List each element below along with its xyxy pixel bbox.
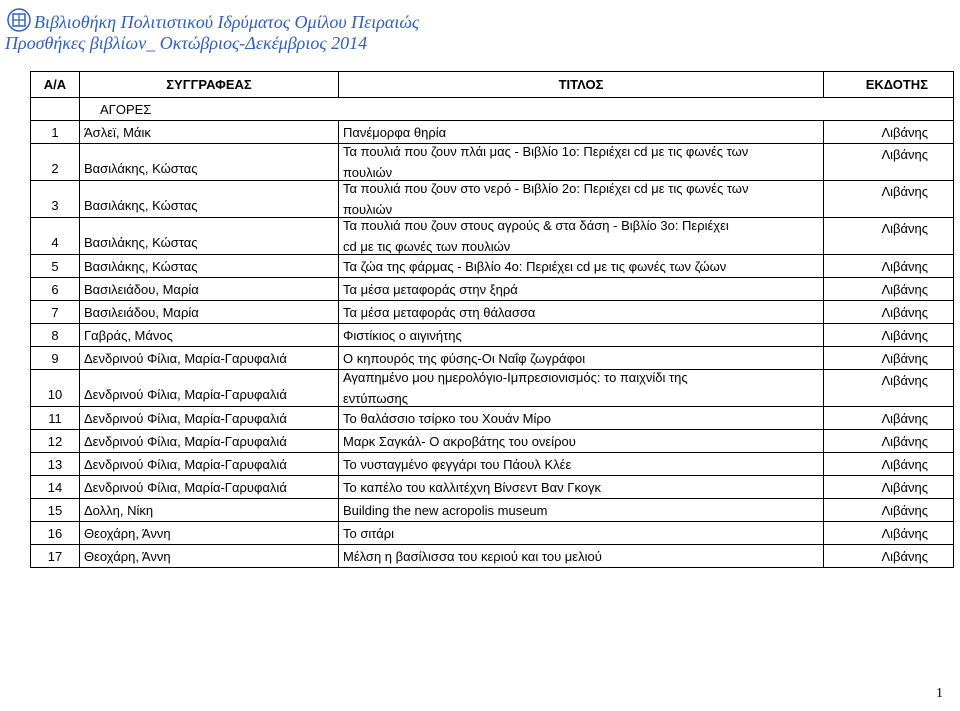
row-number: 3 bbox=[31, 181, 80, 218]
row-publisher: Λιβάνης bbox=[824, 522, 954, 545]
row-title bbox=[339, 430, 824, 453]
row-publisher: Λιβάνης bbox=[824, 407, 954, 430]
row-title-line1: Το σιτάρι bbox=[343, 525, 395, 541]
row-title-line1: Τα ζώα της φάρμας - Βιβλίο 4ο: Περιέχει cd με τις φωνές των ζώων bbox=[343, 258, 727, 274]
row-title-line2: πουλιών bbox=[343, 202, 393, 217]
header-author: ΣΥΓΓΡΑΦΕΑΣ bbox=[80, 72, 339, 98]
row-number: 5 bbox=[31, 255, 80, 278]
row-author: Δενδρινού Φίλια, Μαρία-Γαρυφαλιά bbox=[80, 430, 339, 453]
row-publisher: Λιβάνης bbox=[824, 218, 954, 255]
row-title bbox=[339, 407, 824, 430]
header-title: ΤΙΤΛΟΣ bbox=[339, 72, 824, 98]
row-title-line1: Το καπέλο του καλλιτέχνη Βίνσεντ Βαν Γκογκ bbox=[343, 479, 602, 495]
table-row bbox=[31, 453, 954, 476]
row-publisher: Λιβάνης bbox=[824, 499, 954, 522]
row-number: 2 bbox=[31, 144, 80, 181]
row-author: Δολλη, Νίκη bbox=[80, 499, 339, 522]
header-publisher: ΕΚΔΟΤΗΣ bbox=[824, 72, 954, 98]
books-table bbox=[30, 71, 954, 568]
row-number: 6 bbox=[31, 278, 80, 301]
row-title bbox=[339, 324, 824, 347]
table-row bbox=[31, 370, 954, 407]
row-number: 9 bbox=[31, 347, 80, 370]
row-title-line2: πουλιών bbox=[343, 165, 393, 180]
library-title: Βιβλιοθήκη Πολιτιστικού Ιδρύματος Ομίλου Πειραιώς bbox=[34, 12, 420, 32]
row-author: Θεοχάρη, Άννη bbox=[80, 522, 339, 545]
row-title-line1: Ο κηπουρός της φύσης-Οι Ναΐφ ζωγράφοι bbox=[343, 350, 586, 366]
row-title bbox=[339, 545, 824, 568]
row-publisher: Λιβάνης bbox=[824, 545, 954, 568]
row-title-line2: εντύπωσης bbox=[343, 391, 408, 406]
row-number: 15 bbox=[31, 499, 80, 522]
row-author: Γαβράς, Μάνος bbox=[80, 324, 339, 347]
row-title-line1: Αγαπημένο μου ημερολόγιο-Ιμπρεσιονισμός: το παιχνίδι της bbox=[343, 370, 688, 385]
row-author: Βασιλάκης, Κώστας bbox=[80, 144, 339, 181]
table-header-row bbox=[31, 72, 954, 98]
table-row bbox=[31, 476, 954, 499]
row-title bbox=[339, 522, 824, 545]
row-number: 13 bbox=[31, 453, 80, 476]
row-title-line1: Τα πουλιά που ζουν πλάι μας - Βιβλίο 1ο: Περιέχει cd με τις φωνές των bbox=[343, 144, 749, 159]
row-author: Δενδρινού Φίλια, Μαρία-Γαρυφαλιά bbox=[80, 407, 339, 430]
section-label: ΑΓΟΡΕΣ bbox=[80, 98, 954, 121]
row-publisher: Λιβάνης bbox=[824, 476, 954, 499]
row-number: 10 bbox=[31, 370, 80, 407]
row-title bbox=[339, 144, 824, 181]
row-title-line1: Το θαλάσσιο τσίρκο του Χουάν Μίρο bbox=[343, 410, 552, 426]
row-author: Δενδρινού Φίλια, Μαρία-Γαρυφαλιά bbox=[80, 453, 339, 476]
table-row bbox=[31, 545, 954, 568]
table-row bbox=[31, 499, 954, 522]
row-title bbox=[339, 121, 824, 144]
additions-subtitle: Προσθήκες βιβλίων_ Οκτώβριος-Δεκέμβριος 2014 bbox=[5, 33, 368, 53]
row-author: Δενδρινού Φίλια, Μαρία-Γαρυφαλιά bbox=[80, 476, 339, 499]
row-title-line1: Τα μέσα μεταφοράς στη θάλασσα bbox=[343, 304, 536, 320]
row-publisher: Λιβάνης bbox=[824, 144, 954, 181]
row-title bbox=[339, 181, 824, 218]
row-title-line2: cd με τις φωνές των πουλιών bbox=[343, 239, 511, 254]
table-row bbox=[31, 430, 954, 453]
table-row bbox=[31, 255, 954, 278]
row-title bbox=[339, 476, 824, 499]
row-title-line1: Πανέμορφα θηρία bbox=[343, 124, 447, 140]
table-row bbox=[31, 218, 954, 255]
table-row bbox=[31, 324, 954, 347]
row-publisher: Λιβάνης bbox=[824, 370, 954, 407]
row-author: Δενδρινού Φίλια, Μαρία-Γαρυφαλιά bbox=[80, 370, 339, 407]
row-publisher: Λιβάνης bbox=[824, 347, 954, 370]
row-title bbox=[339, 453, 824, 476]
row-publisher: Λιβάνης bbox=[824, 301, 954, 324]
row-title-line1: Τα πουλιά που ζουν στους αγρούς & στα δάση - Βιβλίο 3ο: Περιέχει bbox=[343, 218, 729, 233]
row-title-line1: Τα μέσα μεταφοράς στην ξηρά bbox=[343, 281, 518, 297]
row-title-line1: Τα πουλιά που ζουν στο νερό - Βιβλίο 2ο: Περιέχει cd με τις φωνές των bbox=[343, 181, 749, 196]
row-author: Βασιλάκης, Κώστας bbox=[80, 181, 339, 218]
row-author: Θεοχάρη, Άννη bbox=[80, 545, 339, 568]
table-row bbox=[31, 522, 954, 545]
row-number: 16 bbox=[31, 522, 80, 545]
row-publisher: Λιβάνης bbox=[824, 453, 954, 476]
page-number: 1 bbox=[936, 686, 943, 701]
row-publisher: Λιβάνης bbox=[824, 430, 954, 453]
table-row bbox=[31, 278, 954, 301]
row-number: 14 bbox=[31, 476, 80, 499]
row-title-line1: Building the new acropolis museum bbox=[343, 502, 548, 518]
table-row bbox=[31, 181, 954, 218]
row-title-line1: Μέλση η βασίλισσα του κεριού και του μελιού bbox=[343, 548, 602, 564]
row-author: Βασιλάκης, Κώστας bbox=[80, 218, 339, 255]
row-title bbox=[339, 347, 824, 370]
row-number: 12 bbox=[31, 430, 80, 453]
row-publisher: Λιβάνης bbox=[824, 278, 954, 301]
row-author: Βασιλάκης, Κώστας bbox=[80, 255, 339, 278]
table-row bbox=[31, 347, 954, 370]
row-title-line1: Το νυσταγμένο φεγγάρι του Πάουλ Κλέε bbox=[343, 456, 572, 472]
table-row bbox=[31, 407, 954, 430]
row-publisher: Λιβάνης bbox=[824, 255, 954, 278]
row-publisher: Λιβάνης bbox=[824, 181, 954, 218]
row-number: 17 bbox=[31, 545, 80, 568]
table-row bbox=[31, 301, 954, 324]
section-row bbox=[31, 98, 954, 121]
foundation-logo-icon bbox=[7, 8, 31, 32]
row-number: 11 bbox=[31, 407, 80, 430]
row-number: 4 bbox=[31, 218, 80, 255]
row-author: Βασιλειάδου, Μαρία bbox=[80, 278, 339, 301]
row-title bbox=[339, 278, 824, 301]
row-number: 8 bbox=[31, 324, 80, 347]
row-title bbox=[339, 255, 824, 278]
row-title bbox=[339, 218, 824, 255]
row-title bbox=[339, 301, 824, 324]
row-author: Βασιλειάδου, Μαρία bbox=[80, 301, 339, 324]
row-title bbox=[339, 499, 824, 522]
row-number: 7 bbox=[31, 301, 80, 324]
row-author: Δενδρινού Φίλια, Μαρία-Γαρυφαλιά bbox=[80, 347, 339, 370]
header-no: Α/Α bbox=[31, 72, 80, 98]
table-row bbox=[31, 121, 954, 144]
table-row bbox=[31, 144, 954, 181]
row-author: Άσλεϊ, Μάικ bbox=[80, 121, 339, 144]
row-title-line1: Μαρκ Σαγκάλ- Ο ακροβάτης του ονείρου bbox=[343, 433, 576, 449]
row-number: 1 bbox=[31, 121, 80, 144]
row-publisher: Λιβάνης bbox=[824, 121, 954, 144]
row-publisher: Λιβάνης bbox=[824, 324, 954, 347]
row-title bbox=[339, 370, 824, 407]
row-title-line1: Φιστίκιος ο αιγινήτης bbox=[343, 327, 462, 343]
